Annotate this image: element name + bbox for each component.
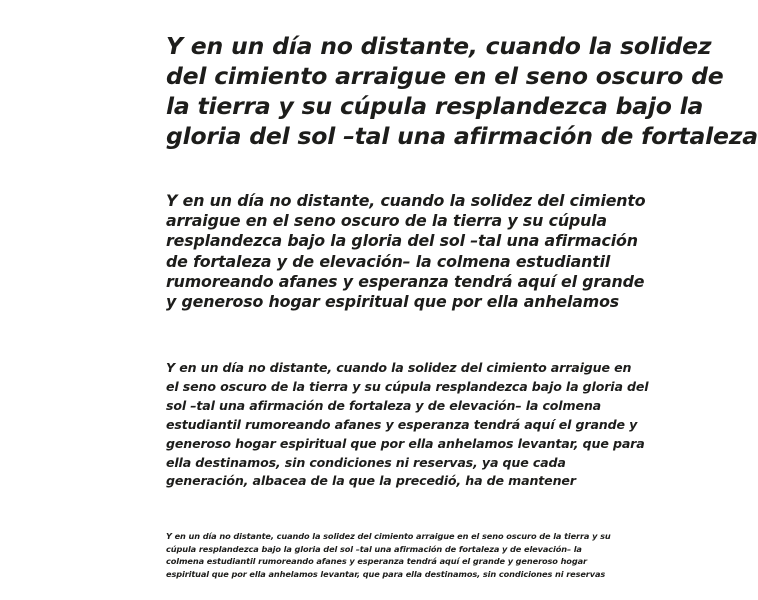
type-specimen-small xyxy=(166,359,649,491)
specimen-line: el seno oscuro de la tierra y su cúpula resplandezca bajo la gloria del xyxy=(166,378,649,394)
type-specimen-large xyxy=(166,31,758,151)
specimen-line: espiritual que por ella anhelamos levantar, que para ella destinamos, sin condiciones ni reservas xyxy=(166,569,606,580)
specimen-line: ella destinamos, sin condiciones ni reservas, ya que cada xyxy=(166,454,566,470)
specimen-line: Y en un día no distante, cuando la solidez xyxy=(166,32,712,60)
specimen-line: cúpula resplandezca bajo la gloria del sol –tal una afirmación de fortaleza y de elevación– la xyxy=(166,543,582,554)
specimen-line: resplandezca bajo la gloria del sol –tal una afirmación xyxy=(166,231,638,251)
specimen-line: Y en un día no distante, cuando la solidez del cimiento arraigue en xyxy=(166,360,632,375)
specimen-line: Y en un día no distante, cuando la solidez del cimiento xyxy=(166,191,646,210)
specimen-line: estudiantil rumoreando afanes y esperanza tendrá aquí el grande y xyxy=(166,416,638,432)
specimen-line: la tierra y su cúpula resplandezca bajo la xyxy=(166,92,704,120)
specimen-line: de fortaleza y de elevación– la colmena estudiantil xyxy=(166,251,611,271)
specimen-line: gloria del sol –tal una afirmación de fortaleza xyxy=(166,122,758,150)
specimen-line: Y en un día no distante, cuando la solidez del cimiento arraigue en el seno oscuro de la tierra y su xyxy=(166,531,611,541)
specimen-line: rumoreando afanes y esperanza tendrá aquí el grande xyxy=(166,271,645,291)
specimen-line: arraigue en el seno oscuro de la tierra y su cúpula xyxy=(166,211,607,231)
type-specimen-medium xyxy=(166,191,646,312)
specimen-line: colmena estudiantil rumoreando afanes y esperanza tendrá aquí el grande y generoso hogar xyxy=(166,556,587,567)
specimen-line: generoso hogar espiritual que por ella anhelamos levantar, que para xyxy=(166,435,645,451)
specimen-line: sol –tal una afirmación de fortaleza y de elevación– la colmena xyxy=(166,397,601,413)
specimen-line: y generoso hogar espiritual que por ella anhelamos xyxy=(166,292,620,312)
specimen-line: del cimiento arraigue en el seno oscuro de xyxy=(166,62,724,90)
type-specimen-tiny xyxy=(166,530,611,581)
specimen-line: generación, albacea de la que la precedió, ha de mantener xyxy=(166,473,576,489)
